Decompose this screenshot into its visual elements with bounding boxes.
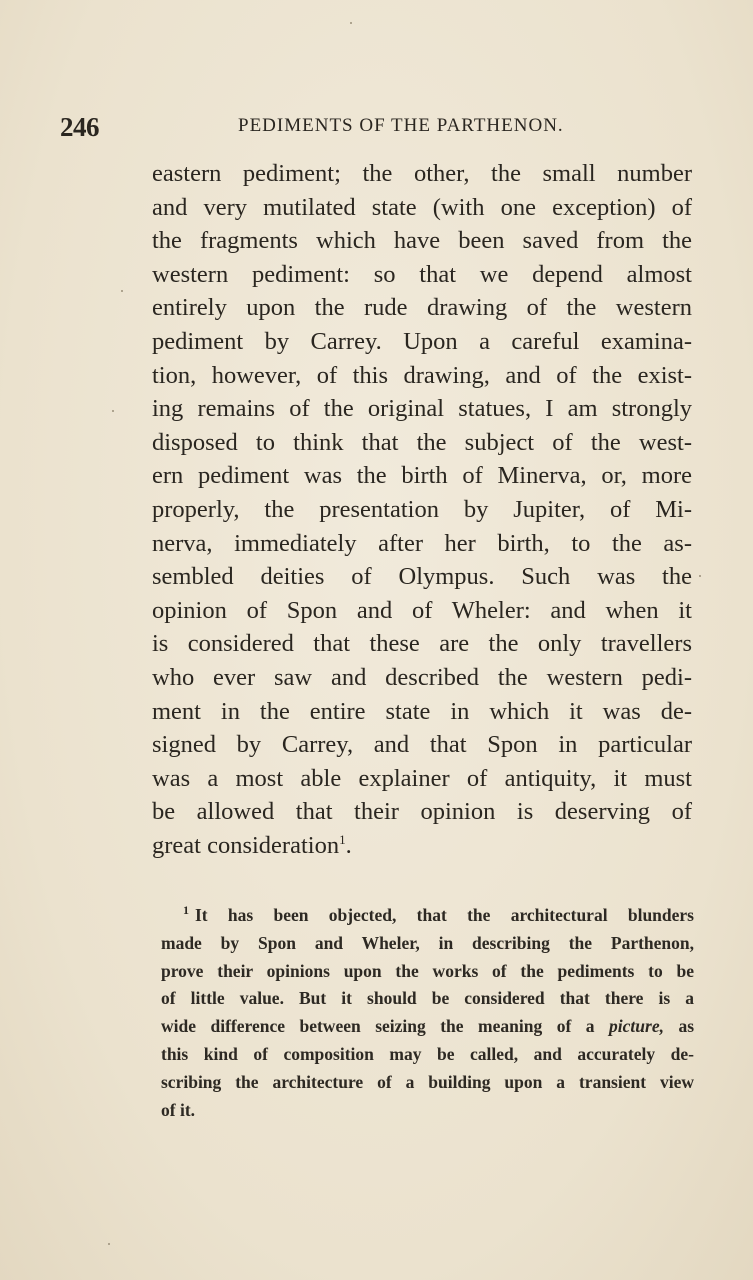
- footnote-line: of little value. But it should be considered that there is a: [161, 988, 694, 1009]
- text-line: be allowed that their opinion is deserving of: [152, 798, 692, 826]
- text-line: opinion of Spon and of Wheler: and when it: [152, 596, 692, 624]
- footnote-italic-word: picture,: [609, 1016, 664, 1037]
- paper-speck: [699, 575, 701, 577]
- text-line: western pediment: so that we depend almost: [152, 260, 692, 288]
- text-line-content: great consideration: [152, 831, 340, 859]
- text-line: sembled deities of Olympus. Such was the: [152, 563, 692, 591]
- text-line: was a most able explainer of antiquity, it must: [152, 764, 692, 792]
- main-text: [152, 157, 692, 862]
- footnote-line-last: of it.: [161, 1099, 196, 1120]
- paper-speck: [121, 290, 123, 292]
- footnote-line: prove their opinions upon the works of the pediments to be: [161, 960, 694, 981]
- text-line: is considered that these are the only travellers: [152, 630, 692, 658]
- text-line: ment in the entire state in which it was de-: [152, 697, 692, 725]
- sentence-end: .: [345, 831, 352, 859]
- text-line: the fragments which have been saved from the: [152, 227, 692, 255]
- text-line: and very mutilated state (with one exception) of: [152, 193, 692, 221]
- paper-speck: [350, 22, 352, 24]
- footnote-text: wide difference between seizing the meaning of a: [161, 1016, 595, 1037]
- text-line-last: [152, 829, 692, 863]
- footnote-line: this kind of composition may be called, and accurately de-: [161, 1043, 694, 1064]
- text-line: ern pediment was the birth of Minerva, or, more: [152, 462, 692, 490]
- text-line: eastern pediment; the other, the small number: [152, 160, 692, 187]
- text-line: who ever saw and described the western pedi-: [152, 663, 692, 691]
- page-number: 246: [60, 112, 99, 142]
- footnote-text: It has been objected, that the architectural blunders: [195, 905, 694, 925]
- text-line: properly, the presentation by Jupiter, of Mi-: [152, 495, 692, 523]
- text-line: disposed to think that the subject of the west-: [152, 428, 692, 456]
- footnote-line: [161, 902, 694, 930]
- text-line: entirely upon the rude drawing of the western: [152, 294, 692, 322]
- text-line: ing remains of the original statues, I am strongly: [152, 395, 692, 423]
- text-line: pediment by Carrey. Upon a careful examina-: [152, 327, 692, 355]
- running-title: PEDIMENTS OF THE PARTHENON.: [238, 115, 564, 136]
- paper-speck: [108, 1243, 110, 1245]
- running-head: [60, 112, 700, 142]
- text-line: signed by Carrey, and that Spon in particular: [152, 731, 692, 759]
- text-line: nerva, immediately after her birth, to the as-: [152, 529, 692, 557]
- footnote-line: scribing the architecture of a building upon a transient view: [161, 1071, 694, 1092]
- paper-speck: [112, 410, 114, 412]
- text-line: tion, however, of this drawing, and of the exist-: [152, 361, 692, 389]
- footnote: [161, 902, 694, 1124]
- footnote-line: [161, 1013, 694, 1041]
- footnote-line: made by Spon and Wheler, in describing the Parthenon,: [161, 932, 694, 953]
- footnote-number: 1: [183, 903, 189, 918]
- footnote-reference: 1: [339, 831, 346, 847]
- footnote-text: as: [678, 1016, 695, 1037]
